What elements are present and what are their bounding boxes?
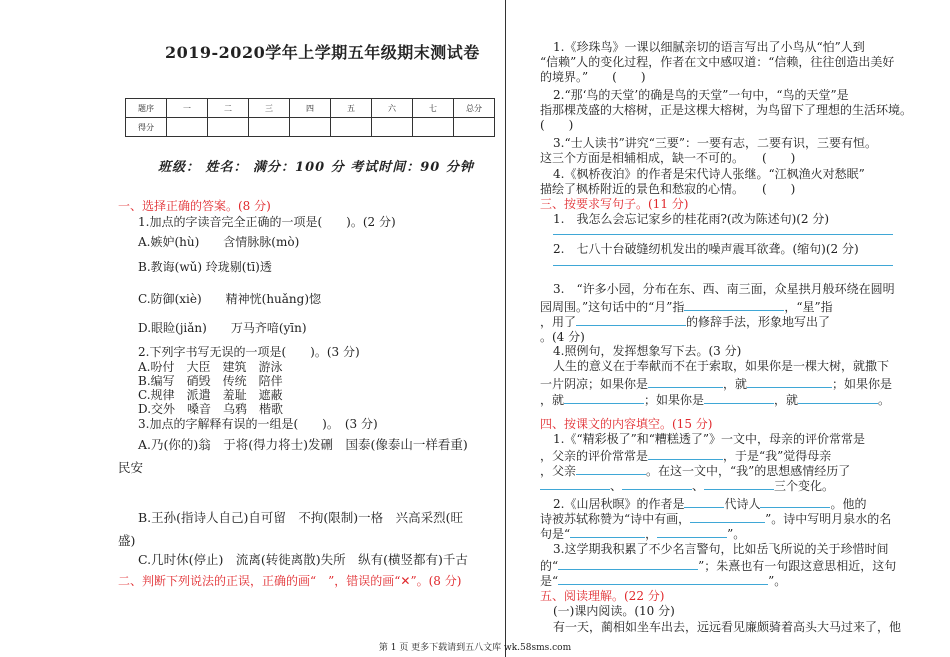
score-table (125, 98, 495, 137)
fill-2-text-c: 。他的 (830, 497, 867, 511)
reading-part-1-heading: (一)课内阅读。(10 分) (553, 604, 675, 618)
judge-3-line-1: 3.“士人读书”讲究“三要”：一要有志，二要有识，三要有恒。 (553, 136, 877, 150)
fill-2-text-f: 句是“ (540, 527, 571, 541)
fill-1-text-b: ，于是“我”觉得母亲 (723, 449, 832, 463)
moon-line-blank-2[interactable] (657, 525, 727, 538)
score-header-cell: 题序 (126, 99, 167, 118)
zhuxi-quote-blank[interactable] (558, 572, 768, 585)
fill-1-text-g: 三个变化。 (774, 479, 835, 493)
q1-prompt: 1.加点的字读音完全正确的一项是( )。(2 分) (138, 215, 396, 229)
section-5-heading: 五、阅读理解。(22 分) (540, 589, 665, 603)
feeling-blank-1[interactable] (540, 477, 610, 490)
sentence-4-text-f: ，就 (774, 393, 799, 407)
judge-4-line-2[interactable]: 描绘了枫桥附近的景色和愁寂的心情。 ( ) (540, 182, 796, 196)
fill-1-line-4 (540, 477, 834, 494)
section-2-heading: 二、判断下列说法的正误，正确的画“ ”，错误的画“✕”。(8 分) (118, 574, 462, 588)
q3-option-a[interactable]: A.乃(你的)翁 于将(得力将士)发硎 国泰(像泰山一样看重) (138, 437, 468, 452)
sentence-3-text-d: 的修辞手法，形象地写出了 (686, 315, 831, 329)
exam-info-line: 班级： 姓名： 满分：100 分 考试时间：90 分钟 (158, 160, 474, 175)
fill-1-text-f: 、 (692, 479, 705, 493)
score-input-cell[interactable] (454, 118, 495, 137)
fill-2-text-h: ”。 (727, 527, 746, 541)
sentence-1-answer-line[interactable] (553, 234, 893, 235)
sentence-4-example: 人生的意义在于奉献而不在于索取，如果你是一棵大树，就撒下 (553, 359, 890, 373)
section-1-heading: 一、选择正确的答案。(8 分) (118, 199, 271, 213)
mother-eval-blank[interactable] (648, 447, 723, 460)
score-header-cell: 二 (208, 99, 249, 118)
q1-option-c[interactable]: C.防御(xiè) 精神恍(huǎng)惚 (138, 292, 322, 306)
fill-2-text-a: 2.《山居秋暝》的作者是 (553, 497, 685, 511)
fill-1-line-1: 1.《“精彩极了”和“糟糕透了”》一文中，母亲的评价常常是 (553, 432, 865, 446)
sentence-3-line-4 (540, 328, 585, 345)
fill-3-line-3 (540, 572, 786, 589)
fill-2-text-b: 代诗人 (724, 497, 761, 511)
score-row-label: 得分 (126, 118, 167, 137)
father-blank[interactable] (576, 462, 646, 475)
analogy-blank-2[interactable] (747, 375, 832, 388)
sentence-4-prompt: 4.照例句，发挥想象写下去。(3 分) (553, 344, 742, 358)
q2-option-c[interactable]: C.规律 派遣 羞耻 遮蔽 (138, 388, 283, 402)
sentence-3-text-c: ，用了 (540, 315, 577, 329)
score-table-score-row (126, 118, 495, 137)
fill-3-text-a: 的“ (540, 559, 559, 573)
page-title: 2019-2020学年上学期五年级期末测试卷 (165, 43, 480, 62)
painting-poem-blank[interactable] (690, 510, 765, 523)
sentence-4-text-e: ；如果你是 (644, 393, 705, 407)
score-input-cell[interactable] (413, 118, 454, 137)
q2-option-d[interactable]: D.交外 嗓音 乌鸦 楷歌 (138, 402, 284, 416)
sentence-4-text-c: ；如果你是 (832, 377, 893, 391)
poet-blank[interactable] (760, 495, 830, 508)
reading-passage: 有一天，蔺相如坐车出去，远远看见廉颇骑着高头大马过来了，他 (553, 620, 902, 634)
fill-1-text-c: ，父亲 (540, 464, 577, 478)
q3-option-c[interactable]: C.几时休(停止) 流离(转徙离散)失所 纵有(横竖都有)千古 (138, 552, 468, 567)
feeling-blank-3[interactable] (704, 477, 774, 490)
sentence-3-text-b: ，“星”指 (784, 300, 833, 314)
fill-3-text-c: 是“ (540, 574, 559, 588)
column-divider (505, 0, 506, 657)
score-input-cell[interactable] (331, 118, 372, 137)
fill-3-text-d: ”。 (768, 574, 787, 588)
score-input-cell[interactable] (372, 118, 413, 137)
judge-4-line-1: 4.《枫桥夜泊》的作者是宋代诗人张继。“江枫渔火对愁眠” (553, 167, 865, 181)
sentence-4-text-d: ，就 (540, 393, 565, 407)
section-4-heading: 四、按课文的内容填空。(15 分) (540, 417, 713, 431)
score-input-cell[interactable] (208, 118, 249, 137)
fill-1-text-e: 、 (610, 479, 623, 493)
page-footer: 第 1 页 更多下载请到五八文库 wk.58sms.com (378, 643, 572, 653)
analogy-blank-1[interactable] (648, 375, 723, 388)
fill-3-line-1: 3.这学期我积累了不少名言警句，比如岳飞所说的关于珍惜时间 (553, 542, 889, 556)
sentence-2-prompt: 2. 七八十台破缝纫机发出的噪声震耳欲聋。(缩句)(2 分) (553, 242, 859, 256)
sentence-1-prompt: 1. 我怎么会忘记家乡的桂花雨?(改为陈述句)(2 分) (553, 212, 830, 226)
q3-option-b-cont: 盛) (118, 533, 136, 548)
judge-3-line-2[interactable]: 这三个方面是相辅相成，缺一不可的。 ( ) (540, 151, 796, 165)
score-header-cell: 七 (413, 99, 454, 118)
judge-1-line-2: “信赖”人的变化过程，作者在文中感叹道：“信赖，往往创造出美好 (540, 55, 895, 69)
score-header-cell: 六 (372, 99, 413, 118)
q3-option-a-cont: 民安 (118, 460, 144, 475)
score-input-cell[interactable] (290, 118, 331, 137)
sentence-4-text-a: 一片阴凉；如果你是 (540, 377, 649, 391)
sentence-3-text-e: 。(4 分) (540, 330, 585, 344)
sentence-2-answer-line[interactable] (553, 265, 893, 266)
score-input-cell[interactable] (167, 118, 208, 137)
q3-option-b[interactable]: B.王孙(指诗人自己)自可留 不拘(限制)一格 兴高采烈(旺 (138, 510, 464, 525)
score-header-cell: 三 (249, 99, 290, 118)
score-header-cell: 总分 (454, 99, 495, 118)
judge-1-line-3[interactable]: 的境界。” ( ) (540, 70, 646, 84)
fill-2-text-d: 诗被苏轼称赞为“诗中有画， (540, 512, 691, 526)
fill-2-text-e: ”。诗中写明月泉水的名 (765, 512, 892, 526)
q1-option-d[interactable]: D.眼睑(jiǎn) 万马齐喑(yīn) (138, 321, 307, 335)
section-3-heading: 三、按要求写句子。(11 分) (540, 197, 689, 211)
fill-1-text-a: ，父亲的评价常常是 (540, 449, 649, 463)
score-table-header-row (126, 99, 495, 118)
q2-option-b[interactable]: B.编写 硝毁 传统 陪伴 (138, 374, 283, 388)
sentence-3-line-1: 3. “许多小园，分布在东、西、南三面，众星拱月般环绕在圆明 (553, 282, 895, 296)
sentence-4-text-b: ，就 (723, 377, 748, 391)
analogy-blank-4[interactable] (704, 391, 774, 404)
score-header-cell: 一 (167, 99, 208, 118)
feeling-blank-2[interactable] (622, 477, 692, 490)
q3-prompt: 3.加点的字解释有误的一组是( )。 (3 分) (138, 417, 378, 431)
dynasty-blank[interactable] (684, 495, 724, 508)
analogy-blank-5[interactable] (798, 391, 878, 404)
q2-option-a[interactable]: A.吩付 大臣 建筑 游泳 (138, 360, 283, 374)
judge-2-line-3[interactable]: ( ) (540, 118, 574, 132)
rhetoric-blank[interactable] (576, 313, 686, 326)
fill-3-text-b: ”；朱熹也有一句跟这意思相近，这句 (698, 559, 897, 573)
score-header-cell: 五 (331, 99, 372, 118)
fill-2-line-3 (540, 525, 745, 542)
sentence-3-text-a: 园周围。”这句话中的“月”指 (540, 300, 685, 314)
fill-2-text-g: ， (645, 527, 658, 541)
judge-1-line-1: 1.《珍珠鸟》一课以细腻亲切的语言写出了小鸟从“怕”人到 (553, 40, 865, 54)
score-header-cell: 四 (290, 99, 331, 118)
sentence-4-line-2 (540, 375, 892, 392)
q2-prompt: 2.下列字书写无误的一项是( )。(3 分) (138, 345, 360, 359)
judge-2-line-1: 2.“那‘鸟的天堂’的确是鸟的天堂”一句中，“鸟的天堂”是 (553, 88, 849, 102)
moon-line-blank-1[interactable] (570, 525, 645, 538)
q1-option-a[interactable]: A.嫉妒(hù) 含情脉脉(mò) (138, 235, 300, 249)
score-input-cell[interactable] (249, 118, 290, 137)
sentence-4-line-3 (540, 391, 890, 408)
judge-2-line-2: 指那棵茂盛的大榕树，正是这棵大榕树，为鸟留下了理想的生活环境。 (540, 103, 913, 117)
q1-option-b[interactable]: B.教诲(wǔ) 玲珑剔(tī)透 (138, 260, 272, 274)
yuefei-quote-blank[interactable] (558, 557, 698, 570)
fill-1-text-d: 。在这一文中，“我”的思想感情经历了 (646, 464, 851, 478)
moon-blank[interactable] (684, 298, 784, 311)
analogy-blank-3[interactable] (564, 391, 644, 404)
sentence-4-text-g: 。 (878, 393, 891, 407)
